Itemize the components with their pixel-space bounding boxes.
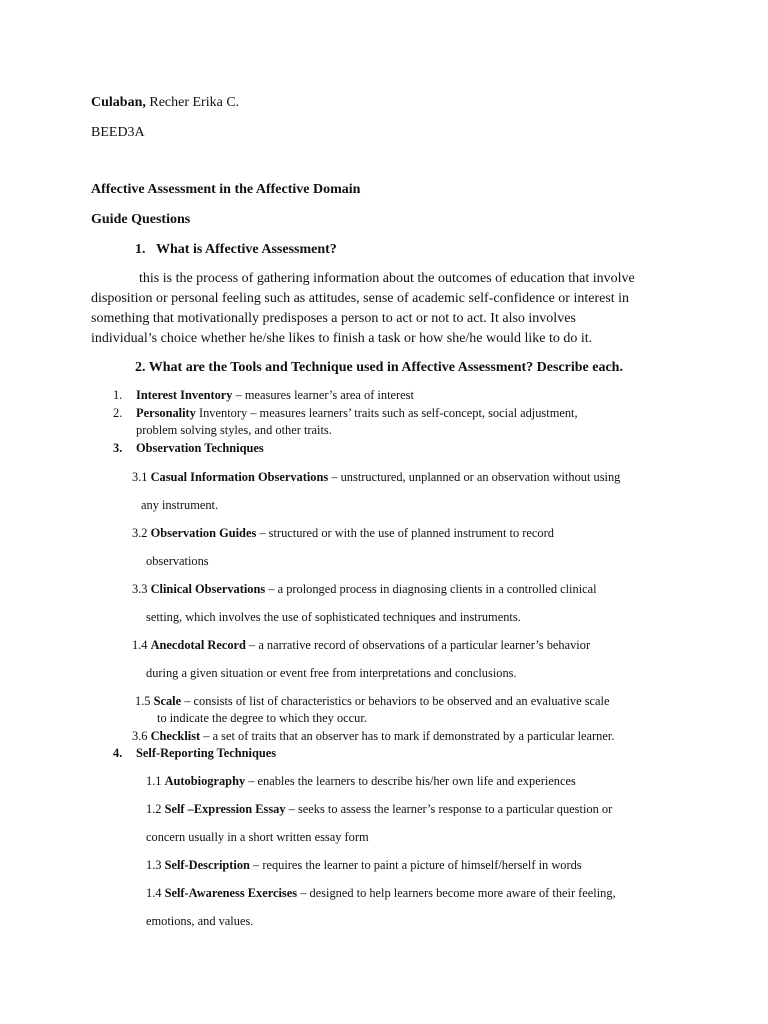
observation-item-3-1-continued: any instrument. bbox=[141, 498, 219, 512]
self-report-item-1-2: 1.2 Self –Expression Essay – seeks to assess the learner’s response to a particular question or bbox=[146, 802, 613, 816]
observation-item-1-5-continued: to indicate the degree to which they occur. bbox=[157, 711, 367, 725]
observation-item-3-2-continued: observations bbox=[146, 554, 209, 568]
document-title: Affective Assessment in the Affective Domain bbox=[91, 182, 361, 197]
student-name bbox=[91, 95, 239, 111]
question-1-text: What is Affective Assessment? bbox=[156, 242, 337, 257]
student-given-name: Recher Erika C. bbox=[145, 95, 240, 110]
observation-item-3-3: 3.3 Clinical Observations – a prolonged process in diagnosing clients in a controlled clinical bbox=[132, 582, 597, 596]
tool-item-2 bbox=[113, 406, 578, 421]
tool-item-3-term: Observation Techniques bbox=[136, 441, 264, 455]
student-surname: Culaban, bbox=[91, 95, 146, 110]
tool-item-1-number: 1. bbox=[113, 388, 123, 402]
self-report-item-1-1: 1.1 Autobiography – enables the learners to describe his/her own life and experiences bbox=[146, 774, 576, 788]
guide-questions-heading: Guide Questions bbox=[91, 212, 191, 227]
tool-item-3 bbox=[113, 441, 264, 456]
tool-item-4-term: Self-Reporting Techniques bbox=[136, 746, 277, 760]
tool-item-3-number: 3. bbox=[113, 441, 123, 455]
tool-item-2-term: Personality bbox=[136, 406, 196, 420]
tool-item-4-number: 4. bbox=[113, 746, 123, 760]
answer-1-line-4: individual’s choice whether he/she likes to finish a task or how she/he would like to do it. bbox=[91, 331, 593, 346]
observation-item-3-3-continued: setting, which involves the use of sophisticated techniques and instruments. bbox=[146, 610, 521, 624]
question-2: 2. What are the Tools and Technique used in Affective Assessment? Describe each. bbox=[135, 360, 623, 375]
tool-item-2-continued: problem solving styles, and other traits. bbox=[136, 423, 332, 437]
tool-item-1-term: Interest Inventory bbox=[136, 388, 233, 402]
tool-item-1 bbox=[113, 388, 414, 403]
observation-item-1-5: 1.5 Scale – consists of list of characteristics or behaviors to be observed and an evaluative scale bbox=[135, 694, 610, 708]
observation-item-1-4-continued: during a given situation or event free from interpretations and conclusions. bbox=[146, 666, 517, 680]
observation-item-3-6: 3.6 Checklist – a set of traits that an observer has to mark if demonstrated by a particular learner. bbox=[132, 729, 615, 743]
tool-item-1-desc: – measures learner’s area of interest bbox=[232, 388, 414, 402]
question-1-number: 1. bbox=[135, 242, 146, 257]
self-report-item-1-4-continued: emotions, and values. bbox=[146, 914, 254, 928]
tool-item-2-number: 2. bbox=[113, 406, 123, 420]
question-1 bbox=[135, 242, 337, 258]
observation-item-1-4: 1.4 Anecdotal Record – a narrative record of observations of a particular learner’s behavior bbox=[132, 638, 591, 652]
answer-1-line-3: something that motivationally predisposes a person to act or not to act. It also involves bbox=[91, 311, 576, 326]
observation-item-3-2: 3.2 Observation Guides – structured or with the use of planned instrument to record bbox=[132, 526, 554, 540]
tool-item-2-desc: Inventory – measures learners’ traits such as self-concept, social adjustment, bbox=[195, 406, 578, 420]
answer-1-line-1: this is the process of gathering information about the outcomes of education that involve bbox=[139, 271, 635, 286]
tool-item-4 bbox=[113, 746, 277, 761]
course-code: BEED3A bbox=[91, 125, 145, 140]
self-report-item-1-2-continued: concern usually in a short written essay form bbox=[146, 830, 369, 844]
self-report-item-1-3: 1.3 Self-Description – requires the learner to paint a picture of himself/herself in words bbox=[146, 858, 582, 872]
answer-1-line-2: disposition or personal feeling such as attitudes, sense of academic self-confidence or interest in bbox=[91, 291, 630, 306]
observation-item-3-1: 3.1 Casual Information Observations – unstructured, unplanned or an observation without using bbox=[132, 470, 621, 484]
self-report-item-1-4: 1.4 Self-Awareness Exercises – designed to help learners become more aware of their feeling, bbox=[146, 886, 616, 900]
